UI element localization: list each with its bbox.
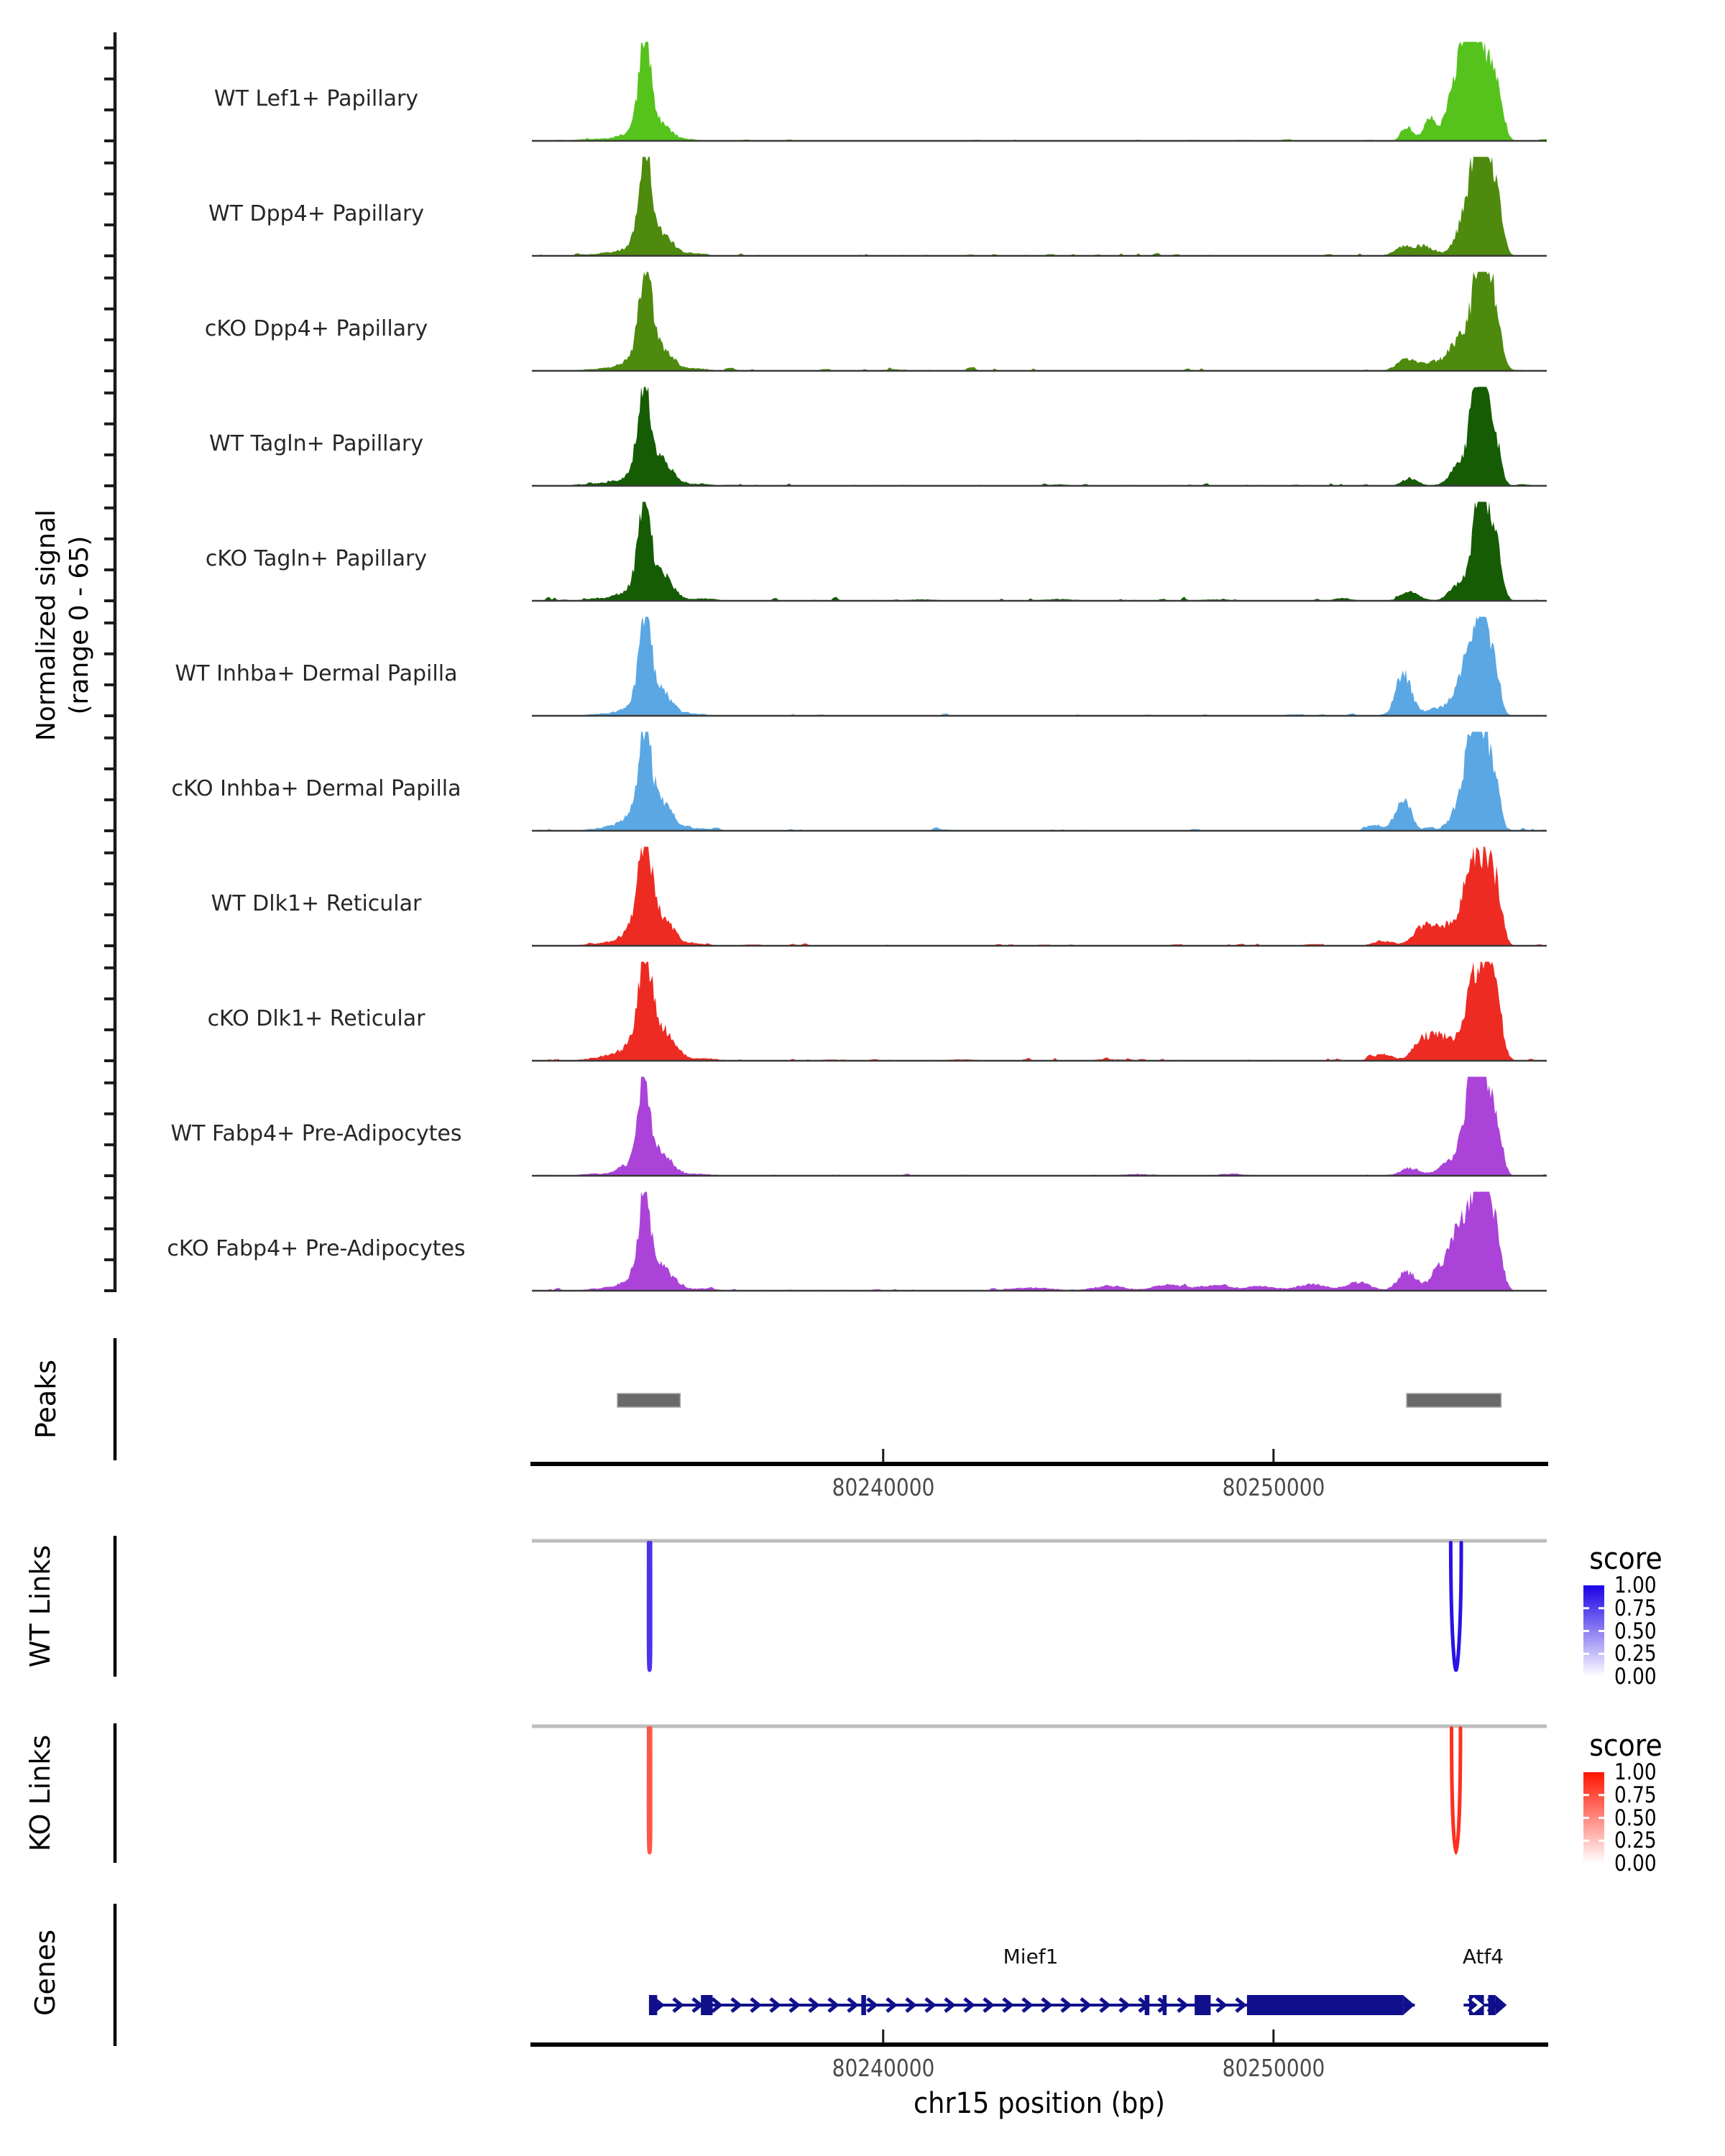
ko-score-legend-title: score: [1589, 1728, 1662, 1763]
coverage-area-track-4: [532, 387, 1547, 486]
exon-Mief1-5: [1163, 1995, 1167, 2015]
exon-Mief1-3: [861, 1995, 866, 2015]
exon-Mief1-4: [1145, 1995, 1150, 2015]
coverage-area-track-3: [532, 272, 1547, 371]
track-label: WT Lef1+ Papillary: [213, 86, 419, 111]
x-axis-title: chr15 position (bp): [913, 2087, 1166, 2120]
legend-tick-label: 0.75: [1614, 1595, 1657, 1621]
track-label: WT Dpp4+ Papillary: [208, 201, 425, 226]
peak-interval-1: [617, 1393, 680, 1407]
x-tick-label: 80250000: [1222, 2054, 1325, 2082]
coverage-area-track-6: [532, 617, 1547, 716]
legend-tick-label: 1.00: [1614, 1572, 1657, 1598]
coverage-area-track-8: [532, 847, 1547, 946]
legend-tick-label: 0.00: [1614, 1851, 1657, 1876]
coverage-area-track-1: [532, 42, 1547, 141]
track-label: cKO Fabp4+ Pre-Adipocytes: [167, 1236, 466, 1261]
legend-tick-label: 0.00: [1614, 1664, 1657, 1690]
gene-arrow-tip-Atf4: [1495, 1995, 1506, 2015]
gene-name-label: Mief1: [1003, 1945, 1059, 1968]
exon-Mief1-1: [649, 1995, 657, 2015]
link-arc-ko-2: [1451, 1728, 1460, 1853]
track-label: WT Tagln+ Papillary: [209, 431, 423, 456]
exon-Mief1-7: [1247, 1995, 1403, 2015]
x-tick-label: 80240000: [832, 2054, 935, 2082]
legend-tick-label: 0.75: [1614, 1782, 1657, 1808]
wt-score-legend-title: score: [1589, 1541, 1662, 1576]
track-label: WT Dlk1+ Reticular: [211, 891, 422, 916]
coverage-area-track-7: [532, 732, 1547, 831]
ko-links-section-label: KO Links: [24, 1734, 56, 1852]
coverage-area-track-10: [532, 1077, 1547, 1176]
y-axis-title-line1: Normalized signal: [32, 509, 61, 742]
track-label: cKO Tagln+ Papillary: [205, 546, 428, 571]
coverage-area-track-5: [532, 502, 1547, 601]
gene-arrow-tip-Mief1: [1403, 1995, 1414, 2015]
link-arc-wt-2: [1450, 1543, 1461, 1671]
genes-section-label: Genes: [29, 1929, 61, 2017]
coverage-area-track-9: [532, 962, 1547, 1061]
track-label: cKO Dlk1+ Reticular: [207, 1006, 426, 1031]
link-arc-ko-1: [648, 1728, 650, 1853]
peaks-section-label: Peaks: [30, 1359, 62, 1439]
coverage-area-track-11: [532, 1192, 1547, 1291]
y-axis-title-line2: (range 0 - 65): [65, 535, 94, 715]
x-tick-label: 80240000: [832, 1473, 935, 1501]
legend-tick-label: 1.00: [1614, 1759, 1657, 1785]
exon-Mief1-6: [1195, 1995, 1210, 2015]
track-label: WT Inhba+ Dermal Papilla: [175, 661, 458, 686]
track-label: cKO Dpp4+ Papillary: [204, 316, 428, 341]
wt-links-section-label: WT Links: [24, 1544, 56, 1668]
gene-name-label: Atf4: [1462, 1945, 1504, 1968]
link-arc-wt-1: [648, 1543, 650, 1671]
legend-tick-label: 0.50: [1614, 1805, 1657, 1831]
track-label: cKO Inhba+ Dermal Papilla: [171, 776, 461, 801]
exon-Atf4-2: [1489, 1995, 1496, 2015]
track-label: WT Fabp4+ Pre-Adipocytes: [170, 1121, 462, 1146]
x-tick-label: 80250000: [1222, 1473, 1325, 1501]
peak-interval-2: [1407, 1393, 1501, 1407]
exon-Mief1-2: [701, 1995, 712, 2015]
legend-tick-label: 0.50: [1614, 1618, 1657, 1644]
coverage-area-track-2: [532, 157, 1547, 256]
legend-tick-label: 0.25: [1614, 1828, 1657, 1854]
legend-tick-label: 0.25: [1614, 1641, 1657, 1667]
